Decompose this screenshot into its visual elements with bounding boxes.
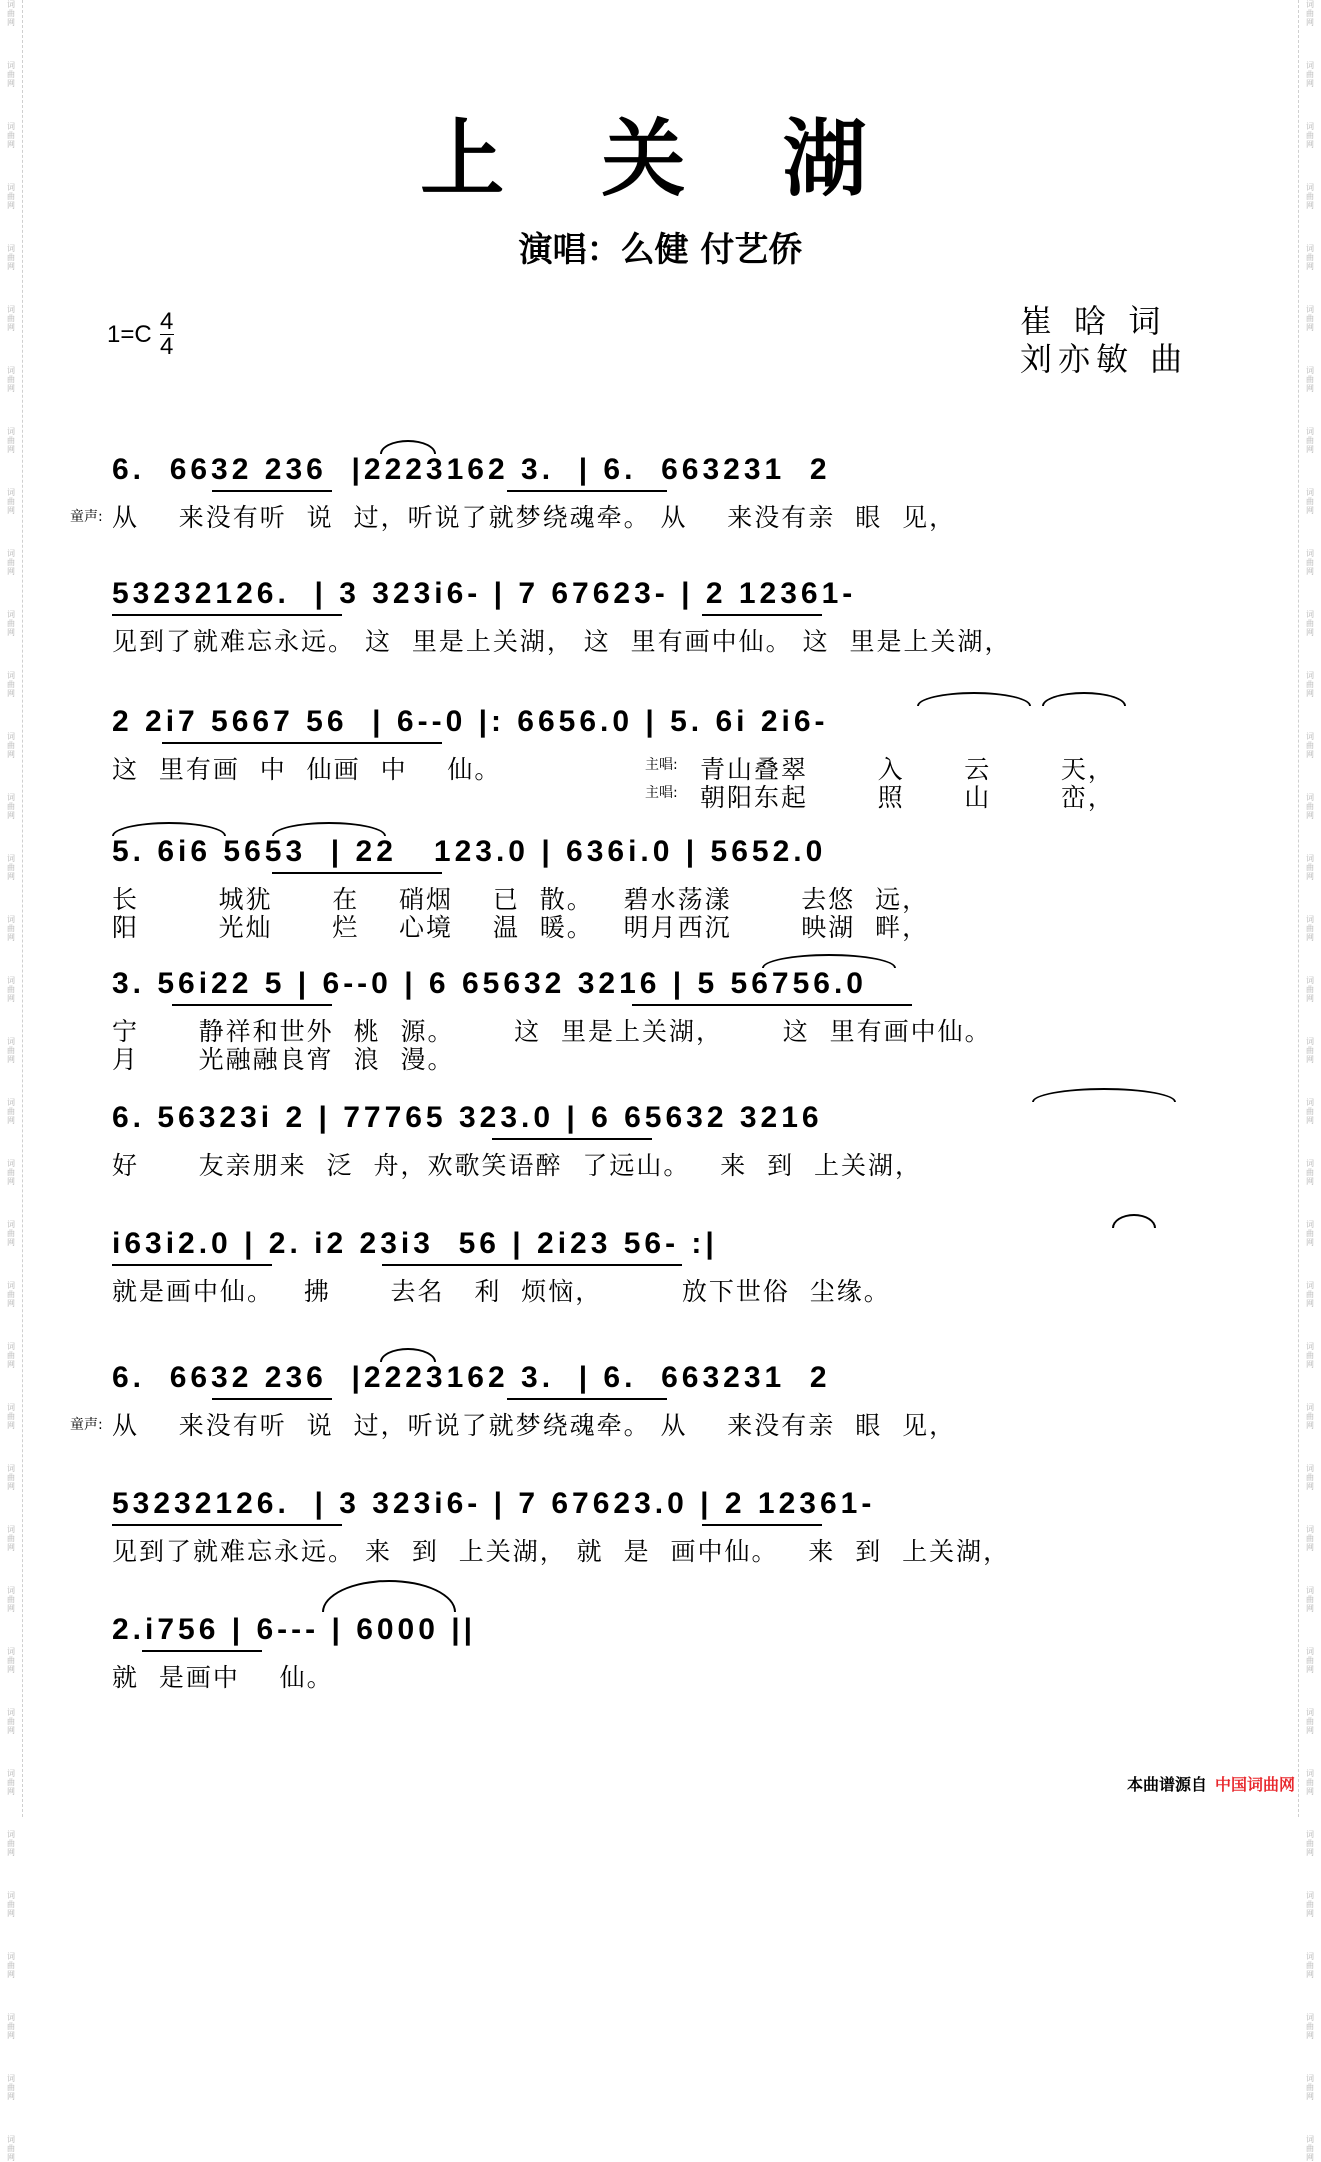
watermark-text: 词曲网 [7,1281,15,1308]
time-bottom: 4 [160,333,174,360]
watermark-text: 词曲网 [7,2013,15,2040]
watermark-text: 词曲网 [7,1769,15,1796]
beam [272,872,442,874]
watermark-text: 词曲网 [7,1098,15,1125]
watermark-text: 词曲网 [1306,1464,1314,1491]
beam [507,1398,667,1400]
watermark-text: 词曲网 [7,0,15,27]
watermark-text: 词曲网 [1306,1647,1314,1674]
role-lead: 主唱: [645,785,678,801]
lead-lyric-line: 青山叠翠 入 云 天， [700,755,1115,784]
beam [142,1650,262,1652]
watermark-text: 词曲网 [7,1464,15,1491]
slur [380,440,436,454]
watermark-text: 词曲网 [1306,2074,1314,2101]
watermark-text: 词曲网 [7,1159,15,1186]
lyric-line: 月 光融融良宵 浪 漫。 [112,1045,455,1074]
watermark-text: 词曲网 [7,366,15,393]
watermark-text: 词曲网 [1306,244,1314,271]
watermark-text: 词曲网 [7,732,15,759]
lyric-line: 阳 光灿 烂 心境 温 暖。 明月西沉 映湖 畔， [112,913,930,942]
watermark-text: 词曲网 [7,854,15,881]
composer-credit: 刘亦敏 曲 [1020,340,1189,378]
watermark-text: 词曲网 [1306,1586,1314,1613]
notes-line: 2.i756 | 6--- | 6000 || [112,1613,477,1646]
watermark-text: 词曲网 [1306,793,1314,820]
watermark-text: 词曲网 [1306,61,1314,88]
watermark-text: 词曲网 [1306,2013,1314,2040]
role-lead: 主唱: [645,757,678,773]
watermark-text: 词曲网 [1306,427,1314,454]
notes-line: 2 2i7 5667 56 | 6--0 |: 6656.0 | 5. 6i 2i6- [112,705,829,738]
beam [382,1264,682,1266]
watermark-text: 词曲网 [1306,1281,1314,1308]
watermark-text: 词曲网 [1306,1769,1314,1796]
watermark-text: 词曲网 [7,2074,15,2101]
watermark-text: 词曲网 [1306,1830,1314,1857]
watermark-text: 词曲网 [1306,1891,1314,1918]
watermark-text: 词曲网 [7,2135,15,2162]
lyric-line: 这 里有画 中 仙画 中 仙。 [112,755,502,784]
watermark-text: 词曲网 [7,976,15,1003]
source-site-link[interactable]: 中国词曲网 [1214,1775,1295,1794]
song-title: 上 关 湖 [420,109,901,208]
source-footer [1127,1772,1295,1795]
watermark-text: 词曲网 [1306,366,1314,393]
lyric-line: 就 是画中 仙。 [112,1663,334,1692]
watermark-text: 词曲网 [1306,1159,1314,1186]
lyric-line: 宁 静祥和世外 桃 源。 这 里是上关湖， 这 里有画中仙。 [112,1017,992,1046]
lyric-line: 就是画中仙。 拂 去名 利 烦恼， 放下世俗 尘缘。 [112,1277,891,1306]
tie [322,1580,456,1612]
notes-line: 3. 56i22 5 | 6--0 | 6 65632 3216 | 5 56756.0 [112,967,867,1000]
watermark-text: 词曲网 [1306,1952,1314,1979]
watermark-text: 词曲网 [7,1830,15,1857]
lead-lyric-line: 朝阳东起 照 山 峦， [700,783,1115,812]
beam [212,1398,332,1400]
fermata [1112,1214,1156,1228]
watermark-text: 词曲网 [1306,854,1314,881]
watermark-text: 词曲网 [1306,1342,1314,1369]
singer-line: 演唱：么健 付艺侨 [518,230,803,270]
watermark-text: 词曲网 [7,671,15,698]
key-label: 1=C [107,320,152,348]
notes-line: 6. 6632 236 |2223162 3. | 6. 663231 2 [112,453,831,486]
notes-line: 53232126. | 3 323i6- | 7 67623.0 | 2 12361- [112,1487,876,1520]
time-signature [160,310,174,359]
watermark-text: 词曲网 [1306,305,1314,332]
slur [1032,1088,1176,1102]
right-watermark-strip [1298,0,1321,2162]
slur [112,822,226,836]
key-signature [107,310,174,359]
slur [917,692,1031,706]
watermark-text: 词曲网 [7,1586,15,1613]
watermark-text: 词曲网 [1306,1098,1314,1125]
notes-line: 6. 6632 236 |2223162 3. | 6. 663231 2 [112,1361,831,1394]
watermark-text: 词曲网 [7,1342,15,1369]
lyric-line: 从 来没有听 说 过，听说了就梦绕魂牵。 从 来没有亲 眼 见， [112,503,957,532]
notes-line: 6. 56323i 2 | 77765 323.0 | 6 65632 3216 [112,1101,823,1134]
watermark-text: 词曲网 [1306,915,1314,942]
watermark-text: 词曲网 [7,305,15,332]
beam [172,1004,332,1006]
watermark-text: 词曲网 [7,61,15,88]
notes-line: 5. 6i6 5653 | 22 123.0 | 636i.0 | 5652.0 [112,835,827,868]
watermark-text: 词曲网 [7,1220,15,1247]
watermark-text: 词曲网 [7,915,15,942]
watermark-text: 词曲网 [7,1708,15,1735]
beam [507,490,667,492]
watermark-text: 词曲网 [1306,183,1314,210]
beam [112,1524,342,1526]
slur [1042,692,1126,706]
watermark-text: 词曲网 [7,244,15,271]
lyric-line: 长 城犹 在 硝烟 已 散。 碧水荡漾 去悠 远， [112,885,930,914]
beam [702,614,822,616]
watermark-text: 词曲网 [7,1525,15,1552]
lyric-line: 好 友亲朋来 泛 舟，欢歌笑语醉 了远山。 来 到 上关湖， [112,1151,922,1180]
watermark-text: 词曲网 [1306,488,1314,515]
slur [272,822,386,836]
lyric-line: 见到了就难忘永远。 来 到 上关湖， 就 是 画中仙。 来 到 上关湖， [112,1537,1011,1566]
watermark-text: 词曲网 [1306,732,1314,759]
watermark-text: 词曲网 [7,1647,15,1674]
watermark-text: 词曲网 [7,1403,15,1430]
beam [112,1264,272,1266]
watermark-text: 词曲网 [1306,122,1314,149]
watermark-text: 词曲网 [1306,610,1314,637]
source-label: 本曲谱源自 [1126,1775,1207,1794]
watermark-text: 词曲网 [1306,976,1314,1003]
watermark-text: 词曲网 [1306,1525,1314,1552]
beam [212,490,332,492]
beam [492,1138,652,1140]
watermark-text: 词曲网 [7,1037,15,1064]
slur [380,1348,436,1362]
left-watermark-strip [0,0,23,2162]
watermark-text: 词曲网 [7,610,15,637]
watermark-text: 词曲网 [1306,1708,1314,1735]
slur [762,954,896,968]
watermark-text: 词曲网 [1306,1037,1314,1064]
watermark-text: 词曲网 [7,549,15,576]
beam [632,1004,912,1006]
watermark-text: 词曲网 [7,1952,15,1979]
time-top: 4 [160,308,174,335]
watermark-text: 词曲网 [7,183,15,210]
watermark-text: 词曲网 [1306,1220,1314,1247]
watermark-text: 词曲网 [1306,1403,1314,1430]
watermark-text: 词曲网 [7,1891,15,1918]
watermark-text: 词曲网 [1306,2135,1314,2162]
watermark-text: 词曲网 [1306,0,1314,27]
beam [702,1524,822,1526]
beam [112,614,342,616]
lyricist-credit: 崔 晗 词 [1020,302,1167,340]
role-children: 童声: [70,509,103,525]
lyric-line: 从 来没有听 说 过，听说了就梦绕魂牵。 从 来没有亲 眼 见， [112,1411,957,1440]
watermark-text: 词曲网 [1306,671,1314,698]
watermark-text: 词曲网 [7,122,15,149]
role-children: 童声: [70,1417,103,1433]
notes-line: 53232126. | 3 323i6- | 7 67623- | 2 12361- [112,577,857,610]
lyric-line: 见到了就难忘永远。 这 里是上关湖， 这 里有画中仙。 这 里是上关湖， [112,627,1012,656]
watermark-text: 词曲网 [7,793,15,820]
notes-line: i63i2.0 | 2. i2 23i3 56 | 2i23 56- :| [112,1227,718,1260]
watermark-text: 词曲网 [7,488,15,515]
watermark-text: 词曲网 [7,427,15,454]
beam [162,742,442,744]
watermark-text: 词曲网 [1306,549,1314,576]
